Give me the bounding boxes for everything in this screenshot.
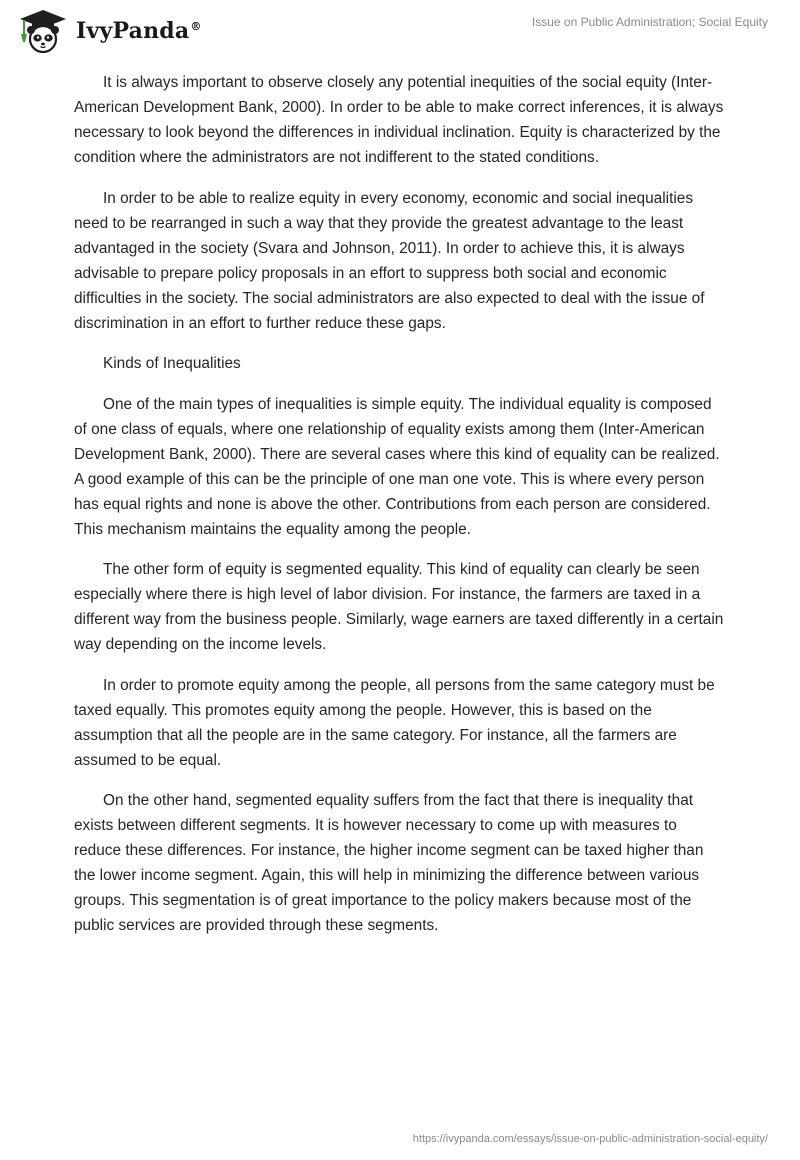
essay-body (74, 70, 726, 954)
paragraph: The other form of equity is segmented equality. This kind of equality can clearly be seen especially where there is high level of labor division. For instance, the farmers are taxed in a different way from the business people. Similarly, wage earners are taxed differently in a certain way depending on the income levels. (74, 561, 724, 653)
paragraph: In order to be able to realize equity in every economy, economic and social inequalities need to be rearranged in such a way that they provide the greatest advantage to the least advantaged in the society (Svara and Johnson, 2011). In order to achieve this, it is always advisable to prepare policy proposals in an effort to suppress both social and economic difficulties in the society. The social administrators are also expected to deal with the issue of discrimination in an effort to further reduce these gaps. (74, 189, 705, 332)
section-heading: Kinds of Inequalities (103, 355, 241, 372)
running-title: Issue on Public Administration; Social Equity (531, 15, 768, 29)
paragraph: One of the main types of inequalities is simple equity. The individual equality is composed of one class of equals, where one relationship of equality exists among them (Inter-American Development Bank, 2000). There are several cases where this kind of equality can be realized. A good example of this can be the principle of one man one vote. This is where every person has equal rights and none is above the other. Contributions from each person are considered. This mechanism maintains the equality among the people. (74, 395, 720, 538)
page-header (0, 0, 800, 60)
source-url[interactable]: https://ivypanda.com/essays/issue-on-public-administration-social-equity/ (412, 1133, 768, 1145)
brand-name: IvyPanda® (76, 18, 202, 44)
ivypanda-logo[interactable] (14, 8, 202, 54)
panda-graduate-icon (14, 8, 72, 54)
paragraph: In order to promote equity among the people, all persons from the same category must be taxed equally. This promotes equity among the people. However, this is based on the assumption that all the people are in the same category. For instance, all the farmers are assumed to be equal. (74, 676, 715, 769)
registered-mark: ® (190, 19, 202, 33)
paragraph: It is always important to observe closely any potential inequities of the social equity (Inter-American Development Bank, 2000). In order to be able to make correct inferences, it is always necessary to look beyond the differences in individual inclination. Equity is characterized by the condition where the administrators are not indifferent to the stated conditions. (74, 74, 724, 166)
paragraph: On the other hand, segmented equality suffers from the fact that there is inequality that exists between different segments. It is however necessary to come up with measures to reduce these differences. For instance, the higher income segment can be taxed higher than the lower income segment. Again, this will help in minimizing the difference between various groups. This segmentation is of great importance to the policy makers because most of the public services are provided through these segments. (74, 792, 704, 934)
